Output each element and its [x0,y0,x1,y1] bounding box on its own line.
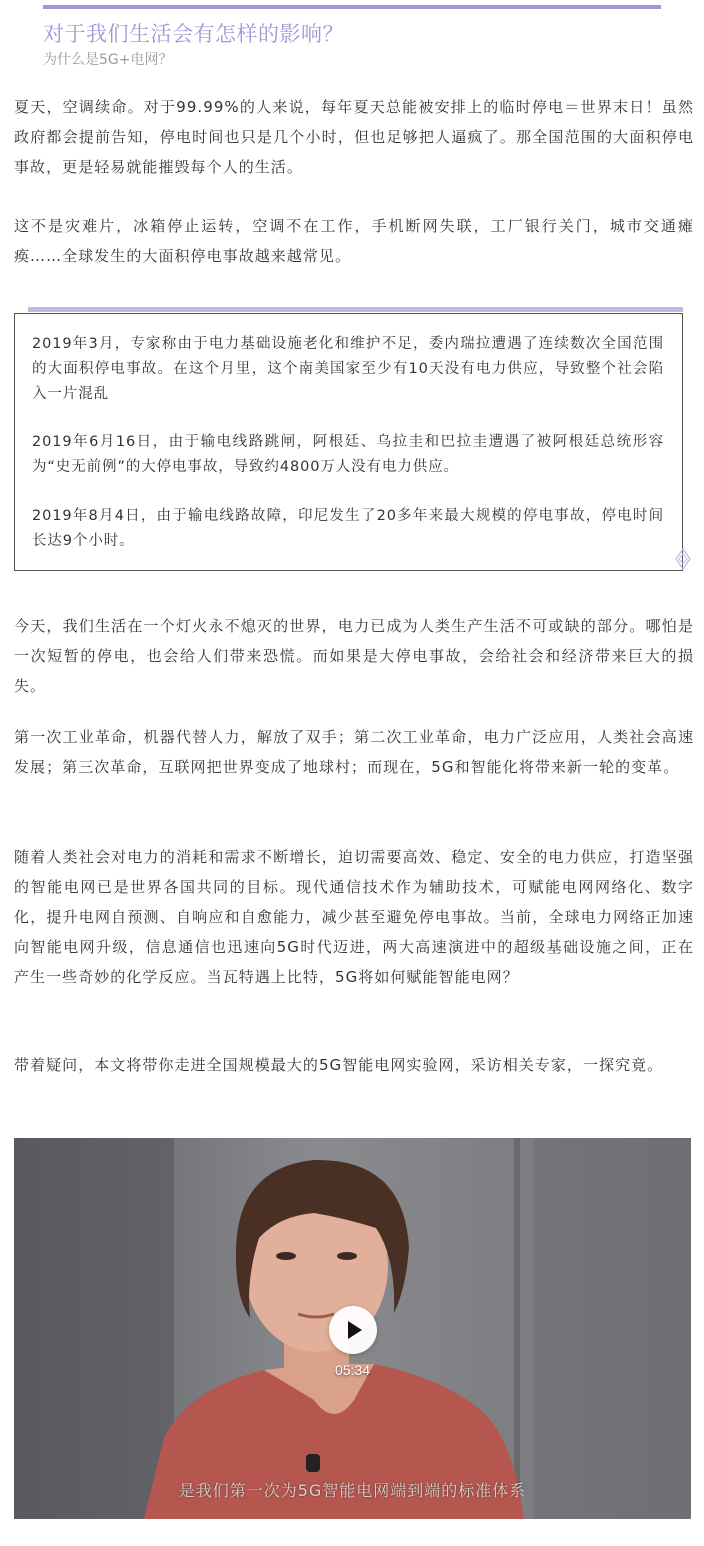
body-paragraph-4: 带着疑问，本文将带你走进全国规模最大的5G智能电网实验网，采访相关专家，一探究竟。 [14,1056,664,1074]
video-duration: 05:34 [334,1362,371,1378]
intro-paragraph-2: 这不是灾难片，冰箱停止运转，空调不在工作，手机断网失联，工厂银行关门，城市交通瘫痪……全球发生的大面积停电事故越来越常见。 [14,217,694,265]
body-paragraph-3: 随着人类社会对电力的消耗和需求不断增长，迫切需要高效、稳定、安全的电力供应，打造坚强的智能电网已是世界各国共同的目标。现代通信技术作为辅助技术，可赋能电网网络化、数字化，提升电网自预测、自响应和自愈能力，减少甚至避免停电事故。当前，全球电力网络正加速向智能电网升级，信息通信也迅速向5G时代迈进，两大高速演进中的超级基础设施之间，正在产生一些奇妙的化学反应。当瓦特遇上比特，5G将如何赋能智能电网？ [14,848,694,986]
body-paragraph-2: 第一次工业革命，机器代替人力，解放了双手；第二次工业革命，电力广泛应用，人类社会高速发展；第三次革命，互联网把世界变成了地球村；而现在，5G和智能化将带来新一轮的变革。 [14,728,694,776]
play-icon [329,1306,377,1354]
body-paragraph-1: 今天，我们生活在一个灯火永不熄灭的世界，电力已成为人类生产生活不可或缺的部分。哪怕是一次短暂的停电，也会给人们带来恐慌。而如果是大停电事故，会给社会和经济带来巨大的损失。 [14,617,694,695]
blackout-events-box [14,313,683,571]
event-argentina: 2019年6月16日，由于输电线路跳闸，阿根廷、乌拉圭和巴拉圭遭遇了被阿根廷总统形容为“史无前例”的大停电事故，导致约4800万人没有电力供应。 [32,434,664,475]
intro-paragraph-1: 夏天，空调续命。对于99.99%的人来说，每年夏天总能被安排上的临时停电＝世界末日！虽然政府都会提前告知，停电时间也只是几个小时，但也足够把人逼疯了。那全国范围的大面积停电事故，更是轻易就能摧毁每个人的生活。 [14,98,694,176]
section-subtitle: 为什么是5G+电网？ [43,52,173,68]
play-button[interactable] [329,1306,377,1354]
corner-diamond-icon [675,548,691,570]
section-title: 对于我们生活会有怎样的影响？ [43,22,344,46]
title-accent-rule [43,5,661,9]
event-venezuela: 2019年3月，专家称由于电力基础设施老化和维护不足，委内瑞拉遭遇了连续数次全国范围的大面积停电事故。在这个月里，这个南美国家至少有10天没有电力供应，导致整个社会陷入一片混乱 [32,336,664,402]
event-indonesia: 2019年8月4日，由于输电线路故障，印尼发生了20多年来最大规模的停电事故，停电时间长达9个小时。 [32,508,664,549]
video-subtitle: 是我们第一次为5G智能电网端到端的标准体系 [178,1481,527,1500]
quote-accent-rule [28,307,683,312]
video-player[interactable] [14,1138,691,1519]
